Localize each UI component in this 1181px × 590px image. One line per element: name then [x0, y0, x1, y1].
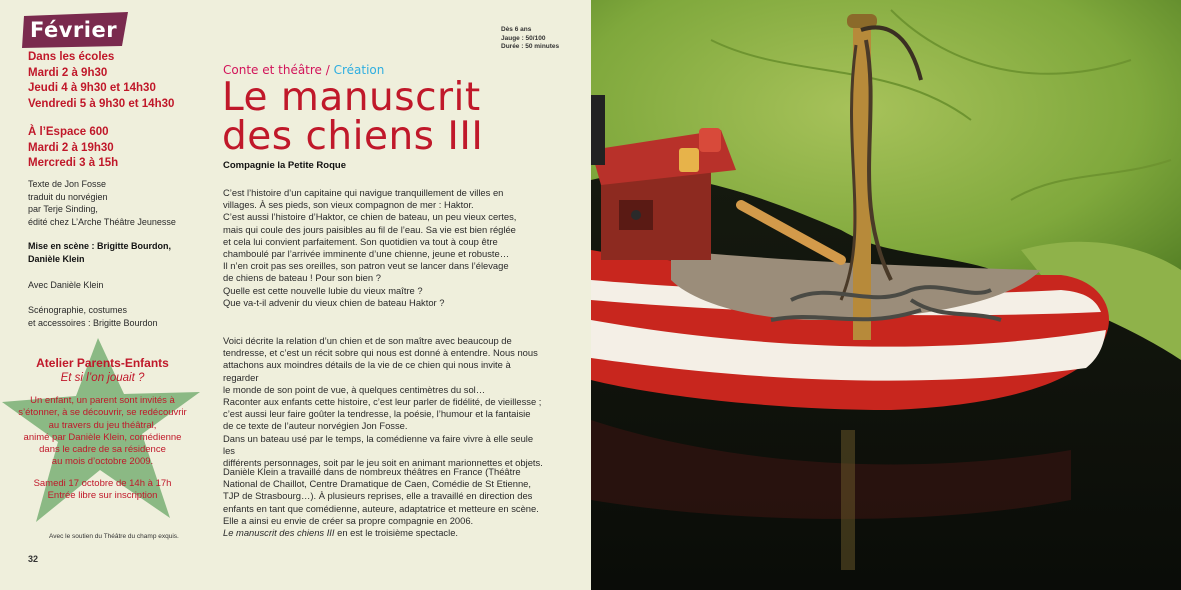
atelier-line: dans le cadre de sa résidence	[39, 444, 166, 456]
synopsis-paragraph	[223, 187, 546, 309]
body-text: en est le troisième spectacle.	[334, 527, 459, 539]
body-line: Que va-t-il advenir du vieux chien de bateau Haktor ?	[223, 296, 445, 308]
meta-capacity: Jauge : 50/100	[501, 34, 546, 42]
body-line: Raconter aux enfants cette histoire, c’est leur parler de fidélité, de vieillesse ;	[223, 396, 542, 408]
schedule-line: Mercredi 3 à 15h	[28, 157, 119, 169]
month-label: Février	[30, 18, 118, 42]
atelier-title: Atelier Parents-Enfants	[36, 356, 169, 370]
body-line: Quelle est cette nouvelle lubie du vieux maître ?	[223, 284, 423, 296]
atelier-line: Un enfant, un parent sont invités à	[30, 395, 175, 406]
atelier-line: s’étonner, à se découvrir, se redécouvrir	[18, 407, 187, 419]
body-line	[223, 527, 546, 539]
body-line: c’est aussi leur faire goûter la tendresse, la poésie, l’humour et la fantaisie	[223, 408, 531, 420]
credit-scenographie	[28, 304, 158, 329]
body-line: de ce texte de l’auteur norvégien Jon Fosse.	[223, 420, 408, 432]
boat-illustration	[591, 0, 1181, 590]
boat-photo	[591, 0, 1181, 590]
atelier-line: animé par Danièle Klein, comédienne	[23, 431, 182, 443]
schedule-line: À l’Espace 600	[28, 126, 109, 138]
atelier-subtitle: Et si l’on jouait ?	[60, 372, 145, 384]
bio-paragraph	[223, 466, 546, 539]
body-line: chamboulé par l’arrivée imminente d’une chienne, jeune et robuste…	[223, 248, 510, 260]
schedule-schools	[28, 50, 174, 112]
credit-mise-en-scene	[28, 240, 171, 265]
title-line: des chiens III	[222, 114, 484, 159]
meta-duration: Durée : 50 minutes	[501, 43, 560, 50]
month-banner	[22, 12, 130, 48]
credit-line: et accessoires : Brigitte Bourdon	[28, 317, 158, 328]
atelier-date: Entrée libre sur inscription	[47, 490, 158, 502]
credit-line: édité chez L’Arche Théâtre Jeunesse	[28, 216, 176, 227]
credit-line: traduit du norvégien	[28, 191, 108, 202]
body-line: Il n’en croit pas ses oreilles, son patron veut se lancer dans l’élevage	[223, 260, 509, 272]
body-line: Dans un bateau usé par le temps, la comédienne va faire vivre à elle seule les	[223, 432, 534, 456]
body-line: National de Chaillot, Centre Dramatique de Caen, Comédie de St Etienne,	[223, 478, 531, 490]
atelier-line: au travers du jeu théâtral,	[48, 419, 157, 431]
meta-age: Dès 6 ans	[501, 26, 532, 33]
body-line: C’est l’histoire d’un capitaine qui navigue tranquillement de villes en	[223, 187, 504, 198]
title-mention: Le manuscrit des chiens III	[223, 527, 335, 539]
genre-creation: Création	[333, 63, 385, 77]
schedule-line: Vendredi 5 à 9h30 et 14h30	[28, 97, 175, 110]
schedule-line: Mardi 2 à 9h30	[28, 66, 108, 79]
company-name: Compagnie la Petite Roque	[223, 160, 346, 171]
body-line: et cela lui convient parfaitement. Son quotidien va tout à coup être	[223, 235, 498, 247]
body-line: tendresse, et c’est un récit sobre qui nous est donné à entendre. Nous nous	[223, 347, 538, 359]
description-paragraph	[223, 335, 546, 469]
title-line: Le manuscrit	[222, 75, 481, 120]
schedule-line: Jeudi 4 à 9h30 et 14h30	[28, 82, 156, 94]
support-note: Avec le soutien du Théâtre du champ exquis.	[49, 533, 179, 540]
atelier-line: au mois d’octobre 2009.	[51, 456, 154, 468]
schedule-espace	[28, 125, 118, 172]
genre-separator: /	[321, 63, 334, 77]
credit-line: par Terje Sinding,	[28, 204, 98, 214]
credit-line: Scénographie, costumes	[28, 305, 128, 315]
body-line: le monde de son point de vue, à quelques centimètres du sol…	[223, 383, 486, 395]
body-line: villages. À ses pieds, son vieux compagnon de mer : Haktor.	[223, 199, 474, 211]
schedule-line: Dans les écoles	[28, 51, 115, 63]
show-title	[222, 75, 484, 159]
credit-line: Mise en scène : Brigitte Bourdon,	[28, 241, 172, 251]
atelier-block	[0, 356, 205, 502]
body-line: de chiens de bateau ! Pour son bien ?	[223, 272, 381, 284]
body-line: attachons aux moindres détails de la vie de ce chien qui nous invite à regarder	[223, 359, 511, 383]
genre-type: Conte et théâtre	[223, 63, 322, 77]
body-line: Elle a ainsi eu envie de créer sa propre compagnie en 2006.	[223, 514, 474, 526]
show-meta	[501, 26, 559, 52]
body-line: C’est aussi l’histoire d’Haktor, ce chien de bateau, un peu vieux certes,	[223, 211, 517, 223]
page-number: 32	[28, 554, 39, 564]
body-line: différents personnages, soit par le jeu soit en animant marionnettes et objets.	[223, 457, 543, 469]
schedule-line: Mardi 2 à 19h30	[28, 141, 114, 154]
credit-avec: Avec Danièle Klein	[28, 280, 104, 290]
credit-line: Texte de Jon Fosse	[28, 179, 107, 189]
body-line: TJP de Strasbourg…). À plusieurs reprises, elle a travaillé en direction des	[223, 490, 533, 502]
body-line: enfants en tant que comédienne, auteure, adaptatrice et metteure en scène.	[223, 502, 539, 514]
credit-line: Danièle Klein	[28, 253, 85, 264]
body-line: Danièle Klein a travaillé dans de nombreux théâtres en France (Théâtre	[223, 466, 521, 477]
credit-text	[28, 178, 176, 228]
atelier-date: Samedi 17 octobre de 14h à 17h	[33, 477, 172, 489]
body-line: Voici décrite la relation d’un chien et de son maître avec beaucoup de	[223, 335, 512, 346]
body-line: mais qui coule des jours paisibles au fil de l’eau. Sa vie est bien réglée	[223, 223, 516, 235]
